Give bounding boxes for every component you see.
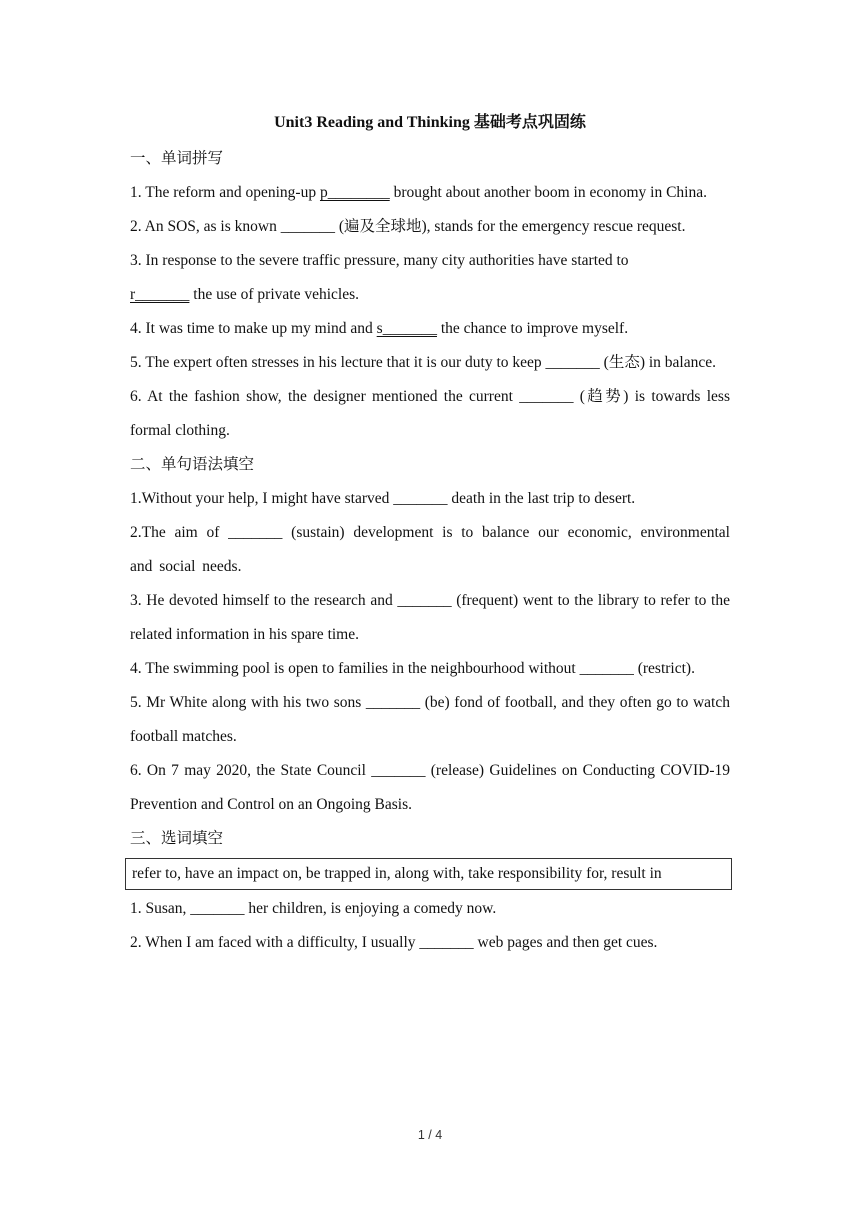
page-number: 1 / 4 xyxy=(417,1128,443,1142)
grammar-question-6: 6. On 7 may 2020, the State Council _______ (release) Guidelines on Conducting COVID-19 Prevention and Control on an Ongoing Basis. xyxy=(130,762,730,813)
spelling-question-5: 5. The expert often stresses in his lecture that it is our duty to keep _______ (生态) in balance. xyxy=(130,354,716,371)
phrase-bank-box: refer to, have an impact on, be trapped in, along with, take responsibility for, result in xyxy=(125,858,732,890)
spelling-question-1: 1. The reform and opening-up p________ brought about another boom in economy in China. xyxy=(130,184,707,201)
answer-blank: r_______ xyxy=(130,286,190,303)
answer-blank: s_______ xyxy=(376,320,437,337)
grammar-question-4: 4. The swimming pool is open to families in the neighbourhood without _______ (restrict). xyxy=(130,660,695,677)
worksheet-content xyxy=(130,108,730,960)
spelling-question-3-continuation: r_______ the use of private vehicles. xyxy=(130,286,359,303)
section-heading-spelling: 一、单词拼写 xyxy=(130,150,224,167)
grammar-question-1: 1.Without your help, I might have starved _______ death in the last trip to desert. xyxy=(130,490,636,507)
spelling-question-2: 2. An SOS, as is known _______ (遍及全球地), stands for the emergency rescue request. xyxy=(130,218,686,235)
spelling-question-3: 3. In response to the severe traffic pressure, many city authorities have started to xyxy=(130,252,629,269)
section-heading-phrase-fill: 三、选词填空 xyxy=(130,830,224,847)
phrase-question-1: 1. Susan, _______ her children, is enjoying a comedy now. xyxy=(130,900,497,917)
phrase-question-2: 2. When I am faced with a difficulty, I usually _______ web pages and then get cues. xyxy=(130,934,658,951)
worksheet-title: Unit3 Reading and Thinking 基础考点巩固练 xyxy=(274,114,586,131)
grammar-question-3: 3. He devoted himself to the research and _______ (frequent) went to the library to refer to the related information in his spare time. xyxy=(130,592,730,643)
section-heading-grammar: 二、单句语法填空 xyxy=(130,456,255,473)
grammar-question-2: 2.The aim of _______ (sustain) development is to balance our economic, environmental and social needs. xyxy=(130,524,730,575)
spelling-question-4: 4. It was time to make up my mind and s_______ the chance to improve myself. xyxy=(130,320,629,337)
spelling-question-6: 6. At the fashion show, the designer mentioned the current _______ (趋势) is towards less formal clothing. xyxy=(130,388,730,439)
grammar-question-5: 5. Mr White along with his two sons _______ (be) fond of football, and they often go to watch football matches. xyxy=(130,694,730,745)
answer-blank: p________ xyxy=(319,184,390,201)
